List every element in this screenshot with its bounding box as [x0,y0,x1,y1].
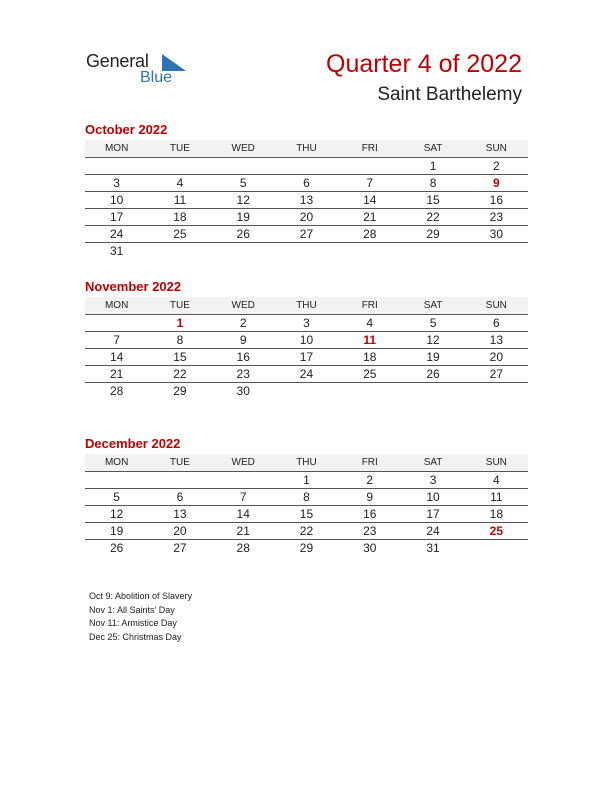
day-cell: 2 [465,158,528,175]
empty-day-cell [401,243,464,260]
day-cell: 5 [401,315,464,332]
day-cell: 25 [338,366,401,383]
day-cell: 7 [85,332,148,349]
weekday-header: SUN [465,454,528,472]
month-grid [85,454,528,556]
holiday-note: Nov 11: Armistice Day [89,618,177,628]
month-title: December 2022 [85,436,181,451]
weekday-header: FRI [338,454,401,472]
weekday-header: FRI [338,140,401,158]
day-cell: 12 [212,192,275,209]
empty-day-cell [338,383,401,400]
empty-day-cell [85,472,148,489]
day-cell: 14 [212,506,275,523]
empty-day-cell [85,158,148,175]
day-cell: 19 [85,523,148,540]
day-cell: 10 [85,192,148,209]
weekday-header: TUE [148,140,211,158]
empty-day-cell [338,158,401,175]
week-row [85,243,528,260]
week-row [85,209,528,226]
logo [86,51,196,91]
day-cell: 28 [109,384,124,398]
day-cell: 8 [148,332,211,349]
empty-day-cell [465,243,528,260]
day-cell: 18 [465,506,528,523]
day-cell: 21 [212,523,275,540]
holiday-notes [89,590,192,644]
day-cell: 23 [212,366,275,383]
empty-day-cell [275,243,338,260]
day-cell: 9 [338,489,401,506]
weekday-header: THU [275,454,338,472]
day-cell: 9 [465,175,528,192]
empty-day-cell [465,540,528,557]
day-cell: 5 [85,489,148,506]
day-cell: 29 [299,541,314,555]
weekday-header: MON [85,140,148,158]
day-cell: 28 [236,541,250,555]
day-cell: 11 [338,332,401,349]
holiday-note: Oct 9: Abolition of Slavery [89,591,193,601]
empty-day-cell [338,243,401,260]
month-october [85,122,528,259]
day-cell: 29 [173,384,187,398]
day-cell: 10 [275,332,338,349]
week-row [85,472,528,489]
day-cell: 13 [148,506,211,523]
day-cell: 27 [275,226,338,243]
day-cell: 8 [401,175,464,192]
page-subtitle: Saint Barthelemy [377,84,522,105]
day-cell: 24 [275,366,338,383]
day-cell: 24 [401,523,464,540]
week-row [85,523,528,540]
weekday-header: THU [275,140,338,158]
day-cell: 10 [401,489,464,506]
day-cell: 18 [338,349,401,366]
weekday-header: THU [275,297,338,315]
day-cell: 31 [426,541,440,555]
day-cell: 11 [148,192,211,209]
day-cell: 24 [85,226,148,243]
week-row [85,489,528,506]
day-cell: 11 [465,489,528,506]
logo-text-blue: Blue [140,69,173,86]
day-cell: 7 [338,175,401,192]
day-cell: 29 [401,226,464,243]
week-row [85,226,528,243]
day-cell: 14 [338,192,401,209]
weekday-header: SUN [465,297,528,315]
day-cell: 28 [338,226,401,243]
day-cell: 13 [275,192,338,209]
empty-day-cell [275,158,338,175]
day-cell: 18 [148,209,211,226]
empty-day-cell [212,472,275,489]
week-row [85,383,528,400]
weekday-header: MON [85,297,148,315]
weekday-header: SAT [401,297,464,315]
day-cell: 16 [212,349,275,366]
weekday-header: MON [85,454,148,472]
week-row [85,366,528,383]
week-row [85,332,528,349]
day-cell: 14 [85,349,148,366]
day-cell: 25 [465,523,528,540]
empty-day-cell [148,243,211,260]
day-cell: 3 [275,315,338,332]
weekday-header: SAT [401,140,464,158]
day-cell: 21 [338,209,401,226]
weekday-header: TUE [148,454,211,472]
day-cell: 1 [275,472,338,489]
day-cell: 21 [85,366,148,383]
day-cell: 4 [148,175,211,192]
logo-text-general: General [86,51,149,71]
day-cell: 23 [338,523,401,540]
day-cell: 8 [275,489,338,506]
day-cell: 9 [212,332,275,349]
week-row [85,192,528,209]
day-cell: 12 [401,332,464,349]
day-cell: 15 [148,349,211,366]
month-november [85,279,528,399]
empty-day-cell [212,158,275,175]
day-cell: 20 [465,349,528,366]
day-cell: 22 [148,366,211,383]
day-cell: 2 [338,472,401,489]
week-row [85,506,528,523]
day-cell: 12 [85,506,148,523]
empty-day-cell [148,158,211,175]
day-cell: 4 [338,315,401,332]
month-title: October 2022 [85,122,168,137]
empty-day-cell [85,315,148,332]
day-cell: 26 [212,226,275,243]
weekday-header: WED [212,454,275,472]
page-title: Quarter 4 of 2022 [326,50,522,78]
day-cell: 3 [401,472,464,489]
weekday-header: WED [212,297,275,315]
weekday-header: SAT [401,454,464,472]
day-cell: 5 [212,175,275,192]
day-cell: 6 [275,175,338,192]
empty-day-cell [148,472,211,489]
day-cell: 4 [465,472,528,489]
month-title: November 2022 [85,279,182,294]
day-cell: 6 [465,315,528,332]
day-cell: 2 [212,315,275,332]
day-cell: 3 [85,175,148,192]
day-cell: 22 [401,209,464,226]
weekday-header-row [85,454,528,472]
empty-day-cell [401,383,464,400]
day-cell: 27 [465,366,528,383]
empty-day-cell [465,383,528,400]
empty-day-cell [212,243,275,260]
week-row [85,315,528,332]
day-cell: 31 [109,244,124,258]
day-cell: 15 [275,506,338,523]
month-grid [85,297,528,399]
month-grid [85,140,528,259]
weekday-header-row [85,140,528,158]
day-cell: 1 [401,158,464,175]
day-cell: 22 [275,523,338,540]
day-cell: 30 [465,226,528,243]
day-cell: 17 [275,349,338,366]
day-cell: 17 [401,506,464,523]
weekday-header: FRI [338,297,401,315]
day-cell: 19 [212,209,275,226]
weekday-header: TUE [148,297,211,315]
day-cell: 30 [236,384,250,398]
day-cell: 27 [173,541,187,555]
day-cell: 16 [465,192,528,209]
week-row [85,349,528,366]
holiday-note: Dec 25: Christmas Day [89,631,182,642]
week-row [85,540,528,557]
day-cell: 20 [275,209,338,226]
holiday-note: Nov 1: All Saints’ Day [89,604,175,615]
day-cell: 16 [338,506,401,523]
day-cell: 26 [401,366,464,383]
weekday-header: WED [212,140,275,158]
day-cell: 7 [212,489,275,506]
day-cell: 6 [148,489,211,506]
week-row [85,175,528,192]
weekday-header: SUN [465,140,528,158]
day-cell: 25 [148,226,211,243]
day-cell: 30 [363,541,377,555]
month-december [85,436,528,556]
day-cell: 1 [148,315,211,332]
weekday-header-row [85,297,528,315]
empty-day-cell [275,383,338,400]
day-cell: 19 [401,349,464,366]
day-cell: 26 [109,541,124,555]
day-cell: 17 [85,209,148,226]
day-cell: 13 [465,332,528,349]
week-row [85,158,528,175]
day-cell: 20 [148,523,211,540]
day-cell: 15 [401,192,464,209]
day-cell: 23 [465,209,528,226]
